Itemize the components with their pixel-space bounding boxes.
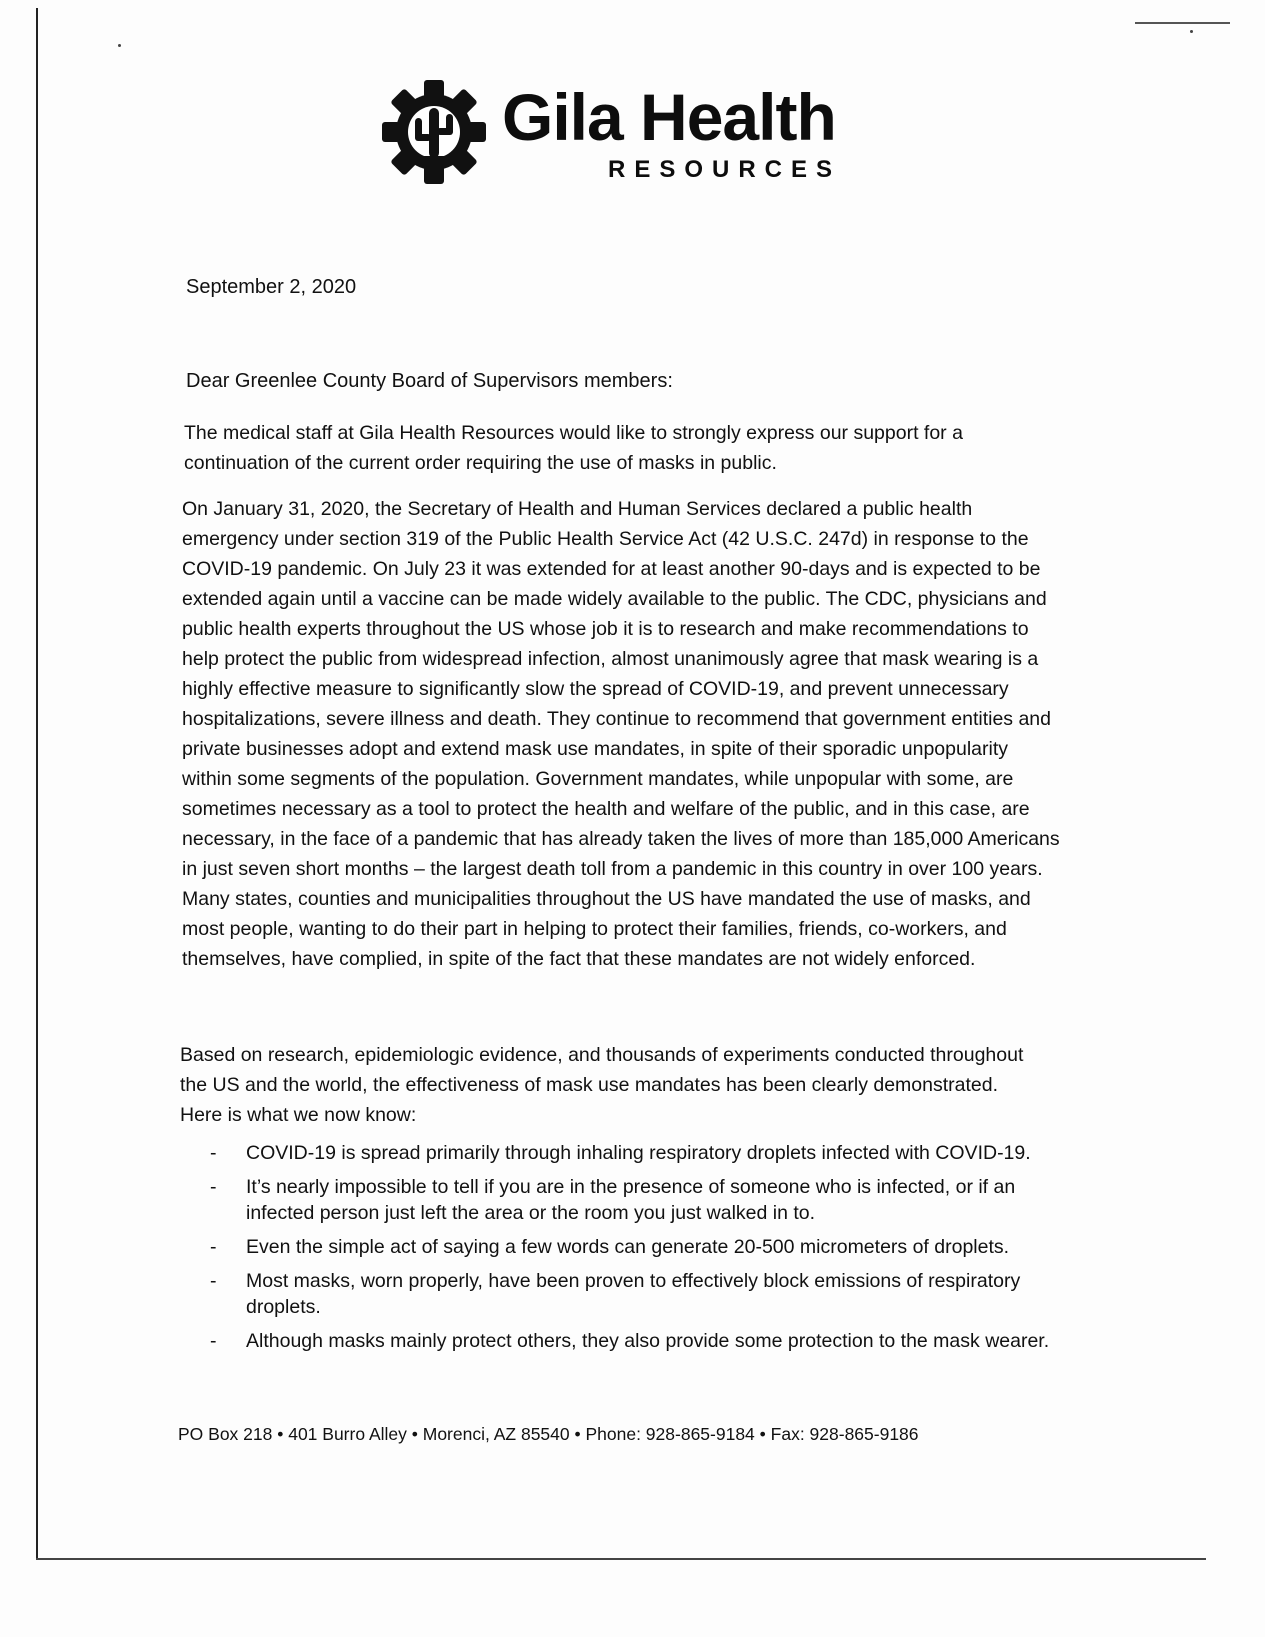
list-item [180, 1174, 1080, 1226]
paragraph-support: The medical staff at Gila Health Resources would like to strongly express our support for a continuation of the current order requiring the use of masks in public. [184, 422, 963, 474]
scan-edge-left [36, 8, 38, 1560]
list-item-text: Even the simple act of saying a few words can generate 20-500 micrometers of droplets. [246, 1236, 1010, 1258]
scan-edge-bottom [36, 1558, 1206, 1560]
footer-address: PO Box 218 • 401 Burro Alley • Morenci, AZ 85540 • Phone: 928-865-9184 • Fax: 928-865-9186 [178, 1424, 919, 1444]
paragraph-background: On January 31, 2020, the Secretary of Health and Human Services declared a public health emergency under section 319 of the Public Health Service Act (42 U.S.C. 247d) in response to the COVID-19 pandemic. On July 23 it was extended for at least another 90-days and is expected to be extended again until a vaccine can be made widely available to the public. The CDC, physicians and public health experts throughout the US whose job it is to research and make recommendations to help protect the public from widespread infection, almost unanimously agree that mask wearing is a highly effective measure to significantly slow the spread of COVID-19, and prevent unnecessary hospitalizations, severe illness and death. They continue to recommend that government entities and private businesses adopt and extend mask use mandates, in spite of their sporadic unpopularity within some segments of the population. Government mandates, while unpopular with some, are sometimes necessary as a tool to protect the health and welfare of the public, and in this case, are necessary, in the face of a pandemic that has already taken the lives of more than 185,000 Americans in just seven short months – the largest death toll from a pandemic in this country in over 100 years. Many states, counties and municipalities throughout the US have mandated the use of masks, and most people, wanting to do their part in helping to protect their families, friends, co-workers, and themselves, have complied, in spite of the fact that these mandates are not widely enforced. [182, 498, 1060, 970]
list-item-text: COVID-19 is spread primarily through inhaling respiratory droplets infected with COVID-19. [246, 1142, 1031, 1164]
brand-subtitle: RESOURCES [608, 156, 842, 183]
list-item-text: Most masks, worn properly, have been proven to effectively block emissions of respiratory droplets. [246, 1270, 1021, 1318]
bullet-dash: - [210, 1142, 217, 1164]
scan-speck [1190, 30, 1193, 33]
scan-speck [118, 44, 121, 47]
letterhead [380, 78, 940, 188]
bullet-dash: - [210, 1270, 217, 1292]
list-item [180, 1234, 1080, 1260]
bullet-dash: - [210, 1176, 217, 1198]
brand-name: Gila Health [502, 80, 836, 154]
salutation: Dear Greenlee County Board of Supervisors members: [186, 370, 673, 392]
list-item [180, 1268, 1080, 1320]
bullet-dash: - [210, 1236, 217, 1258]
letter-date: September 2, 2020 [186, 276, 357, 298]
cactus-gear-icon [380, 78, 488, 186]
evidence-list [180, 1140, 1080, 1362]
list-item [180, 1328, 1080, 1354]
scan-edge-top [1135, 22, 1230, 24]
list-item-text: Although masks mainly protect others, they also provide some protection to the mask wearer. [246, 1330, 1050, 1352]
list-item [180, 1140, 1080, 1166]
list-item-text: It’s nearly impossible to tell if you are in the presence of someone who is infected, or if an infected person just left the area or the room you just walked in to. [246, 1176, 1016, 1224]
paragraph-evidence: Based on research, epidemiologic evidence, and thousands of experiments conducted throughout the US and the world, the effectiveness of mask use mandates has been clearly demonstrated. Here is what we now know: [180, 1044, 1024, 1126]
bullet-dash: - [210, 1330, 217, 1352]
